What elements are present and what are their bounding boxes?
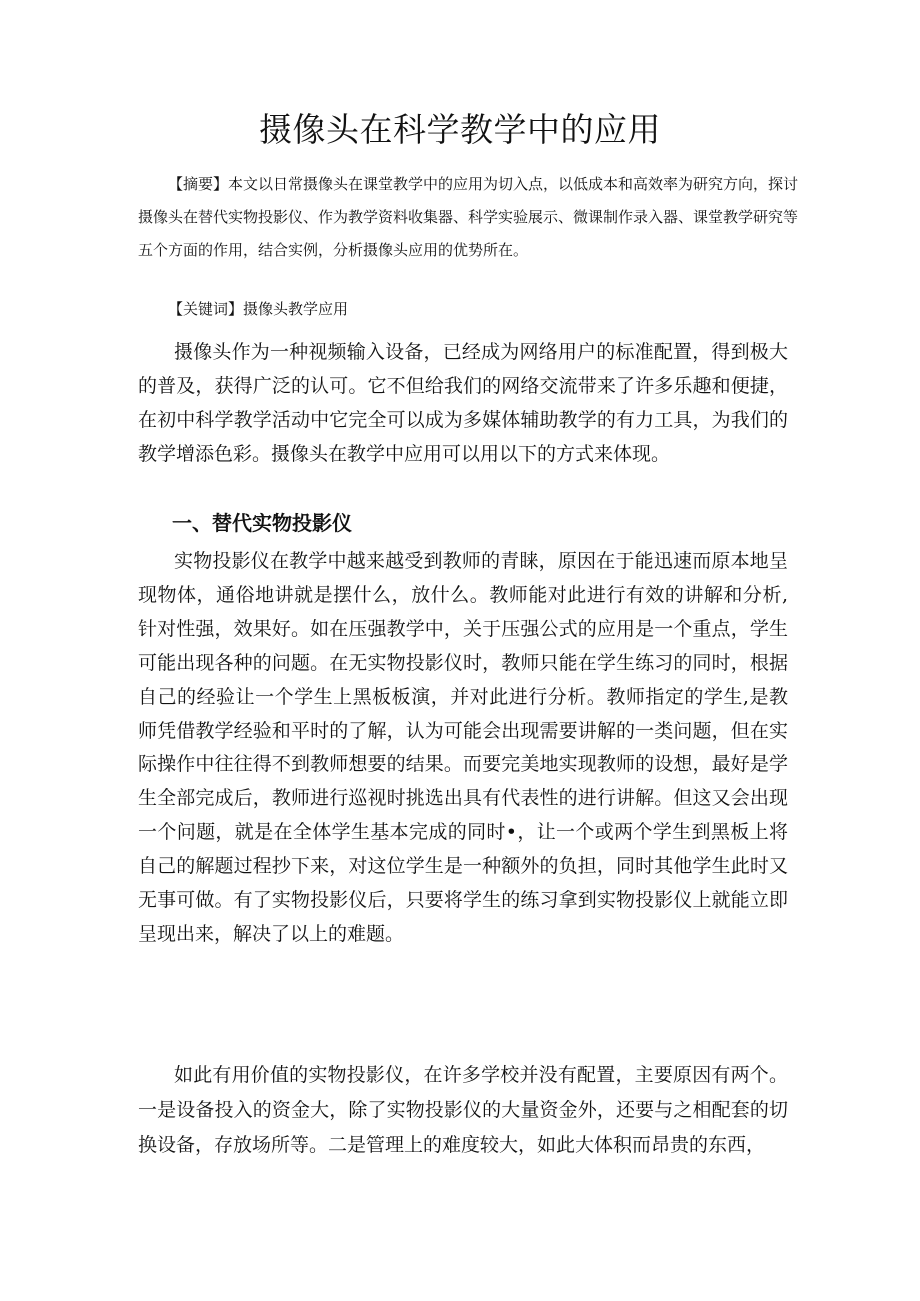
intro-paragraph: 摄像头作为一种视频输入设备，已经成为网络用户的标准配置，得到极大的普及，获得广泛的认可。它不但给我们的网络交流带来了许多乐趣和便捷，在初中科学教学活动中它完全可以成为多媒体辅助教学的有力工具，为我们的教学增添色彩。摄像头在教学中应用可以用以下的方式来体现。: [138, 341, 788, 465]
body-paragraph: 如此有用价值的实物投影仪，在许多学校并没有配置，主要原因有两个。一是设备投入的资金大，除了实物投影仪的大量资金外，还要与之相配套的切换设备，存放场所等。二是管理上的难度较大，如此大体积而昂贵的东西，: [138, 1064, 788, 1156]
abstract-paragraph: 【摘要】本文以日常摄像头在课堂教学中的应用为切入点，以低成本和高效率为研究方向，探讨摄像头在替代实物投影仪、作为教学资料收集器、科学实验展示、微课制作录入器、课堂教学研究等五个方面的作用，结合实例，分析摄像头应用的优势所在。: [138, 175, 799, 259]
keywords-line: 【关键词】摄像头教学应用: [168, 300, 349, 318]
section-heading: 一、替代实物投影仪: [172, 511, 352, 535]
body-paragraph: 实物投影仪在教学中越来越受到教师的青睐，原因在于能迅速而原本地呈现物体，通俗地讲就是摆什么，放什么。教师能对此进行有效的讲解和分析,针对性强，效果好。如在压强教学中，关于压强公式的应用是一个重点，学生可能出现各种的问题。在无实物投影仪时，教师只能在学生练习的同时，根据自己的经验让一个学生上黑板板演，并对此进行分析。教师指定的学生,是教师凭借教学经验和平时的了解，认为可能会出现需要讲解的一类问题，但在实际操作中往往得不到教师想要的结果。而要完美地实现教师的设想，最好是学生全部完成后，教师进行巡视时挑选出具有代表性的进行讲解。但这又会出现一个问题，就是在全体学生基本完成的同时•，让一个或两个学生到黑板上将自己的解题过程抄下来，对这位学生是一种额外的负担，同时其他学生此时又无事可做。有了实物投影仪后，只要将学生的练习拿到实物投影仪上就能立即呈现出来，解决了以上的难题。: [138, 550, 788, 945]
page-title: 摄像头在科学教学中的应用: [259, 110, 661, 149]
